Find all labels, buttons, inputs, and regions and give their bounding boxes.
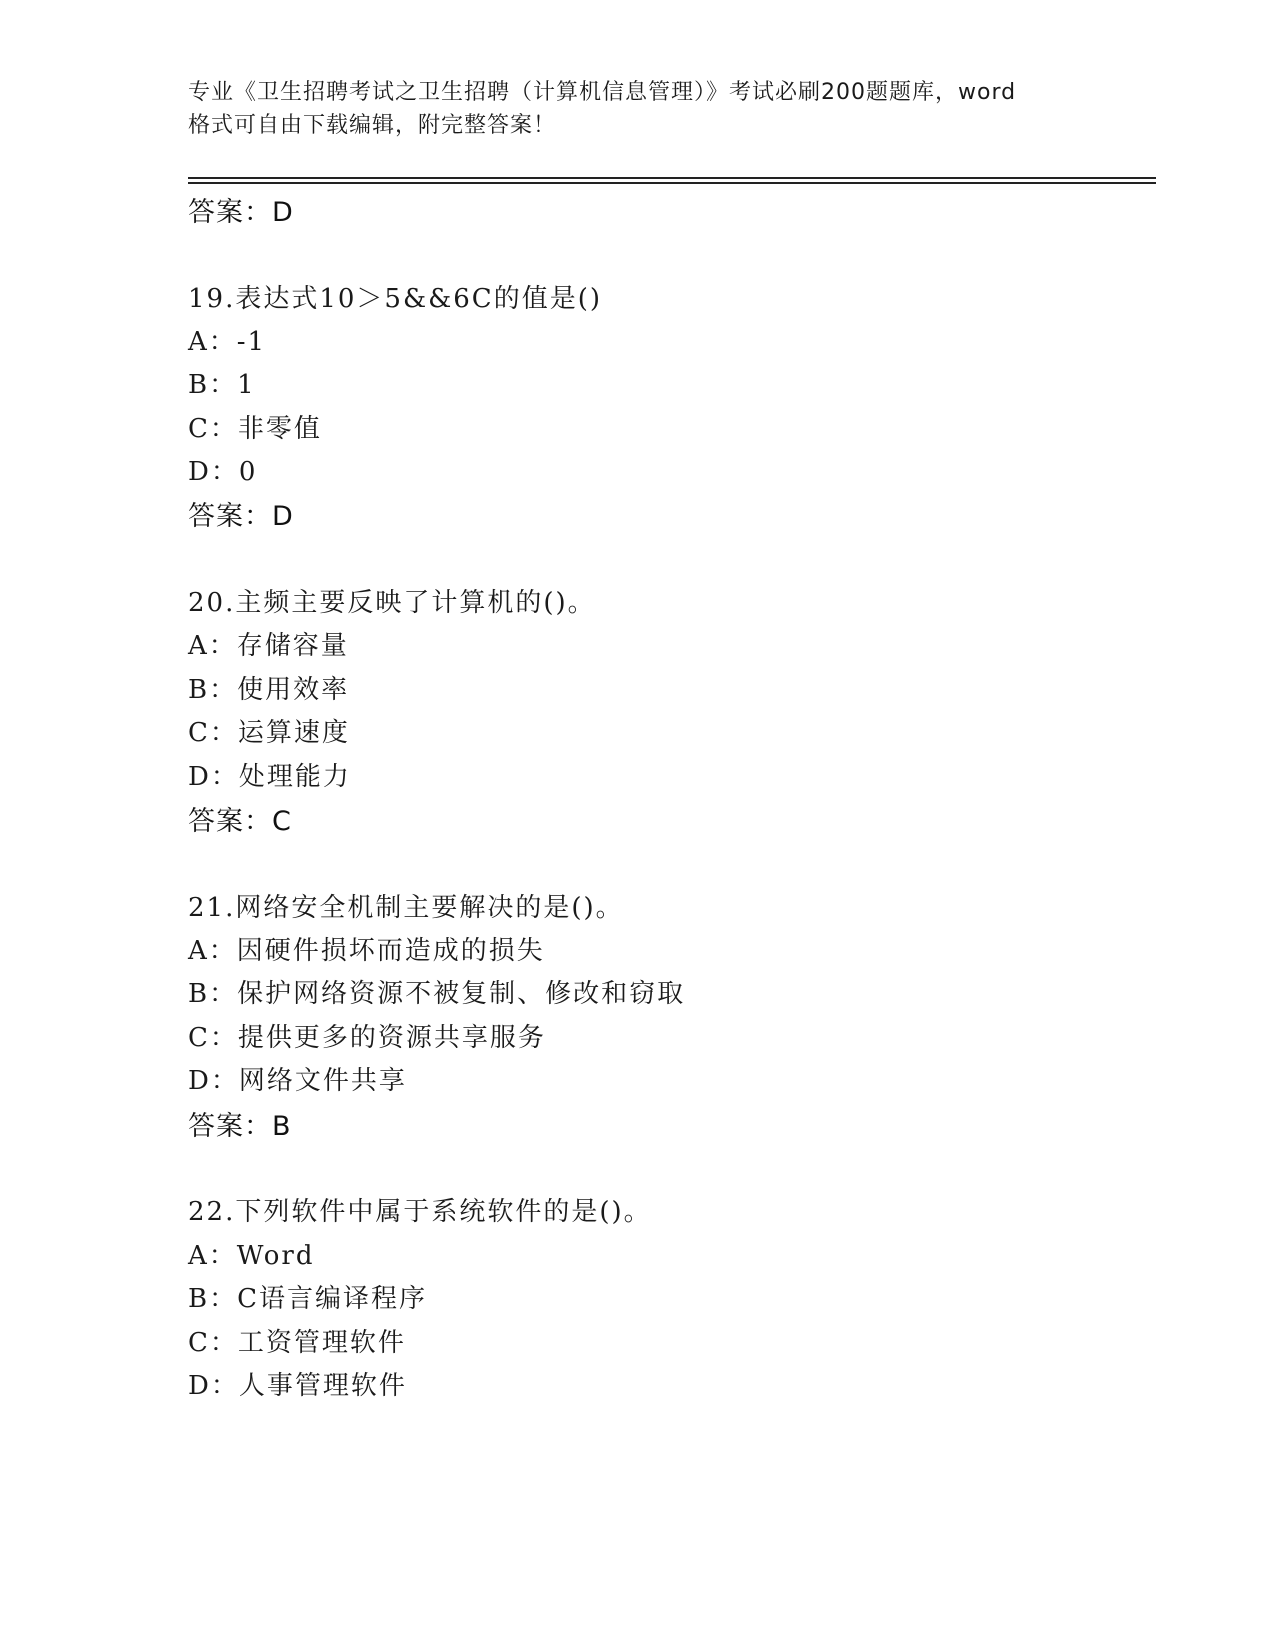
option-d: D：网络文件共享 — [188, 1066, 407, 1096]
header-divider-top — [188, 177, 1156, 179]
option-a: A：Word — [188, 1241, 315, 1271]
header-line-2: 格式可自由下载编辑，附完整答案！ — [188, 113, 557, 138]
question-22: 22.下列软件中属于系统软件的是()。 — [188, 1197, 652, 1227]
option-a: A：因硬件损坏而造成的损失 — [188, 936, 545, 966]
option-b: B：保护网络资源不被复制、修改和窃取 — [188, 979, 686, 1009]
option-b: B：使用效率 — [188, 675, 350, 705]
question-20: 20.主频主要反映了计算机的()。 — [188, 588, 596, 618]
header-divider-bottom — [188, 182, 1156, 184]
option-c: C：提供更多的资源共享服务 — [188, 1023, 546, 1053]
answer-line: 答案：B — [188, 1111, 292, 1142]
option-b: B：1 — [188, 370, 256, 400]
option-c: C：工资管理软件 — [188, 1328, 406, 1358]
answer-line: 答案：D — [188, 197, 294, 228]
option-c: C：运算速度 — [188, 718, 350, 748]
document-header — [188, 76, 1118, 142]
answer-line: 答案：C — [188, 806, 292, 837]
option-b: B：C语言编译程序 — [188, 1284, 428, 1314]
option-c: C：非零值 — [188, 414, 322, 444]
option-a: A：-1 — [188, 327, 267, 357]
header-line-1: 专业《卫生招聘考试之卫生招聘（计算机信息管理）》考试必刷200题题库，word — [188, 80, 1017, 105]
answer-line: 答案：D — [188, 501, 294, 532]
option-d: D：处理能力 — [188, 762, 351, 792]
option-a: A：存储容量 — [188, 631, 349, 661]
question-21: 21.网络安全机制主要解决的是()。 — [188, 893, 624, 923]
question-19: 19.表达式10＞5&&6C的值是() — [188, 284, 602, 314]
option-d: D：0 — [188, 457, 258, 487]
option-d: D：人事管理软件 — [188, 1371, 407, 1401]
